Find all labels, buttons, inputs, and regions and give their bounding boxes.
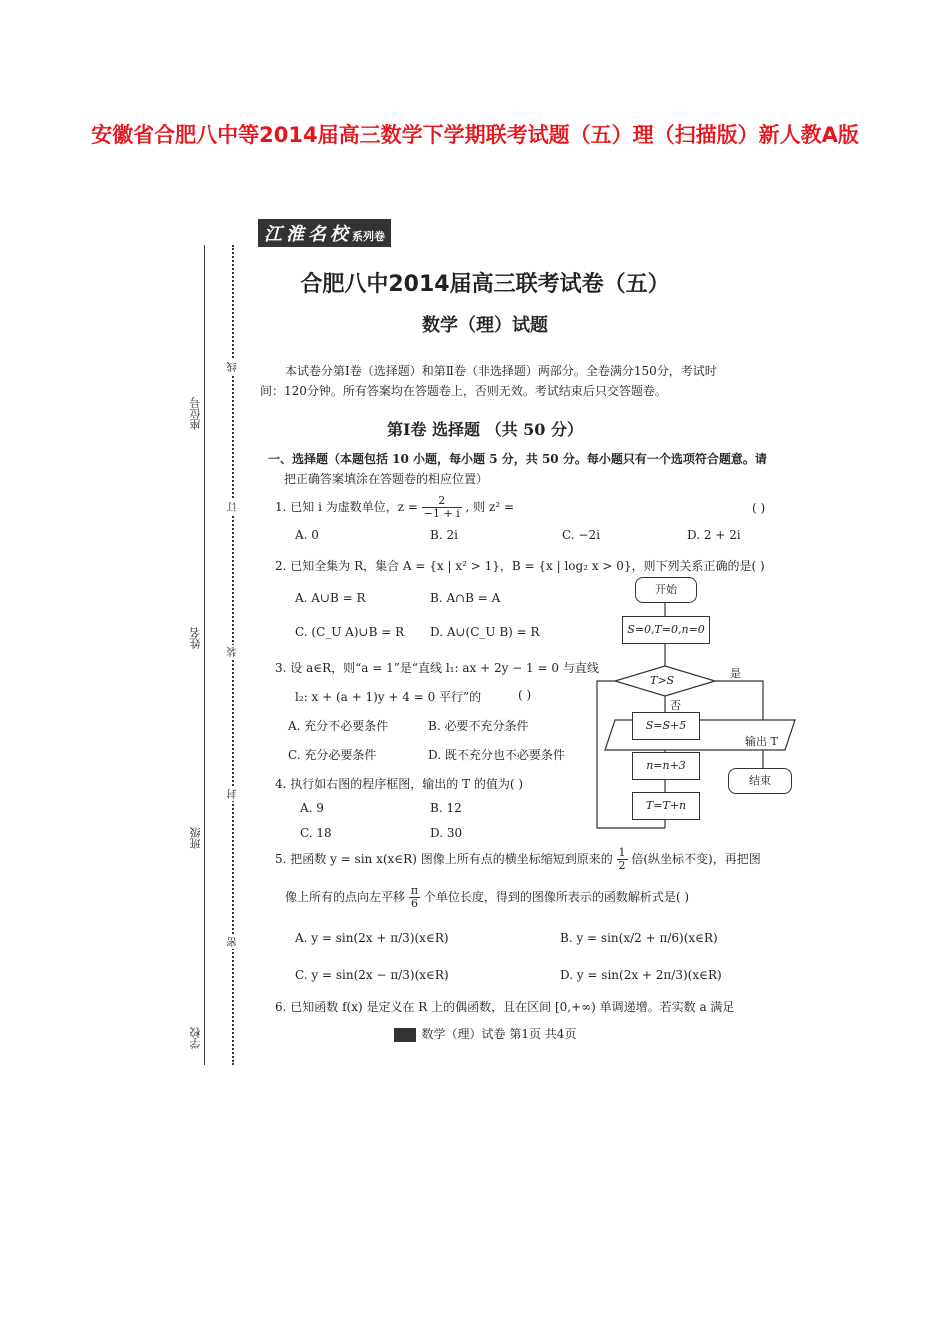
flowchart-init: S=0,T=0,n=0 <box>622 616 710 644</box>
intro-line-2: 间：120分钟。所有答案均在答题卷上，否则无效。考试结束后只交答题卷。 <box>260 384 667 398</box>
binding-mark-xian: 线 <box>228 362 239 372</box>
question-1 <box>275 495 514 520</box>
flowchart-step-s: S=S+5 <box>632 712 700 740</box>
flowchart-condition: T>S <box>650 674 675 687</box>
q5-line-1b: 倍(纵坐标不变)，再把图 <box>631 852 761 866</box>
scanned-exam-page <box>160 205 810 1065</box>
q5-half-fraction <box>617 847 628 872</box>
q5-half-den: 2 <box>618 859 626 872</box>
q1-stem: 1. 已知 i 为虚数单位，z = <box>275 500 418 514</box>
binding-margin <box>180 245 240 1065</box>
q3-option-d: D. 既不充分也不必要条件 <box>428 748 565 762</box>
q4-option-b: B. 12 <box>430 801 462 815</box>
flowchart-no: 否 <box>670 699 681 712</box>
binding-mark-feng: 封 <box>228 789 239 799</box>
q5-half-num: 1 <box>618 846 626 859</box>
q4-option-d: D. 30 <box>430 826 463 840</box>
q5-pi-fraction <box>409 885 420 910</box>
binding-solid-line <box>204 245 205 1065</box>
q3-option-b: B. 必要不充分条件 <box>428 719 529 733</box>
series-suffix: 系列卷 <box>352 230 385 243</box>
q5-line-1a: 5. 把函数 y = sin x(x∈R) 图像上所有点的横坐标缩短到原来的 <box>275 852 613 866</box>
instruction-line-1: 一、选择题（本题包括 10 小题，每小题 5 分，共 50 分。每小题只有一个选项符合题意。请 <box>268 452 767 466</box>
binding-mark-zhuang: 装 <box>228 647 239 657</box>
flowchart-output: 输出 T <box>745 735 778 748</box>
instruction-line-2: 把正确答案填涂在答题卷的相应位置） <box>284 472 489 486</box>
question-6: 6. 已知函数 f(x) 是定义在 R 上的偶函数，且在区间 [0,+∞) 单调递增。若实数 a 满足 <box>275 1000 735 1014</box>
q1-numerator: 2 <box>422 495 462 508</box>
q3-answer-paren: ( ) <box>518 688 532 702</box>
q1-option-d: D. 2 + 2i <box>687 528 741 542</box>
q2-option-a: A. A∪B = R <box>295 591 366 605</box>
document-title: 安徽省合肥八中等2014届高三数学下学期联考试题（五）理（扫描版）新人教A版 <box>91 123 859 147</box>
question-3-line-1: 3. 设 a∈R，则“a = 1”是“直线 l₁: ax + 2y − 1 = 0 与直线 <box>275 661 599 675</box>
q2-option-c: C. (C_U A)∪B = R <box>295 625 405 639</box>
question-4: 4. 执行如右图的程序框图，输出的 T 的值为( ) <box>275 777 524 791</box>
q1-option-b: B. 2i <box>430 528 458 542</box>
intro-line-1: 本试卷分第Ⅰ卷（选择题）和第Ⅱ卷（非选择题）两部分。全卷满分150分，考试时 <box>285 364 717 378</box>
q4-option-c: C. 18 <box>300 826 332 840</box>
class-label: 班级 <box>189 827 202 849</box>
flowchart-yes: 是 <box>730 667 741 680</box>
q5-option-b: B. y = sin(x/2 + π/6)(x∈R) <box>560 931 718 945</box>
footer-logo-icon <box>394 1028 416 1042</box>
q5-pi-den: 6 <box>410 897 418 910</box>
question-2: 2. 已知全集为 R，集合 A = {x | x² > 1}，B = {x | log₂ x > 0}，则下列关系正确的是( ) <box>275 559 765 573</box>
q3-option-a: A. 充分不必要条件 <box>288 719 389 733</box>
q5-pi-num: π <box>410 884 419 897</box>
page-footer <box>160 1025 810 1042</box>
question-5-line-2 <box>285 885 689 910</box>
section-heading: 第Ⅰ卷 选择题 （共 50 分） <box>386 420 584 439</box>
binding-mark-ding: 订 <box>228 502 239 512</box>
q2-option-d: D. A∪(C_U B) = R <box>430 625 540 639</box>
question-5-line-1 <box>275 847 761 872</box>
q1-answer-paren: ( ) <box>752 501 766 515</box>
q2-option-b: B. A∩B = A <box>430 591 501 605</box>
series-brand: 江淮名校 <box>264 224 352 245</box>
q4-option-a: A. 9 <box>300 801 324 815</box>
flowchart-step-t: T=T+n <box>632 792 700 820</box>
q3-option-c: C. 充分必要条件 <box>288 748 377 762</box>
seat-number-label: 座位号 <box>189 397 202 430</box>
q5-line-2a: 像上所有的点向左平移 <box>285 890 406 904</box>
question-3-line-2: l₂: x + (a + 1)y + 4 = 0 平行”的 <box>295 690 482 704</box>
flowchart-start: 开始 <box>635 577 697 603</box>
name-label: 姓名 <box>189 627 202 649</box>
binding-mark-mi: 密 <box>228 937 239 947</box>
footer-text: 数学（理）试卷 第1页 共4页 <box>421 1027 577 1041</box>
school-label: 学校 <box>189 1027 202 1049</box>
q1-denominator: −1 + i <box>423 507 460 520</box>
q1-fraction <box>422 495 462 520</box>
flowchart-end: 结束 <box>728 768 792 794</box>
q5-line-2b: 个单位长度，得到的图像所表示的函数解析式是( ) <box>423 890 690 904</box>
q1-tail: , 则 z² = <box>465 500 514 514</box>
flowchart-step-n: n=n+3 <box>632 752 700 780</box>
series-logo <box>258 219 391 247</box>
q1-option-a: A. 0 <box>295 528 319 542</box>
subject-title: 数学（理）试题 <box>422 315 548 336</box>
q5-option-a: A. y = sin(2x + π/3)(x∈R) <box>295 931 449 945</box>
q5-option-d: D. y = sin(2x + 2π/3)(x∈R) <box>560 968 722 982</box>
q1-option-c: C. −2i <box>562 528 600 542</box>
q5-option-c: C. y = sin(2x − π/3)(x∈R) <box>295 968 449 982</box>
exam-title: 合肥八中2014届高三联考试卷（五） <box>300 272 670 297</box>
